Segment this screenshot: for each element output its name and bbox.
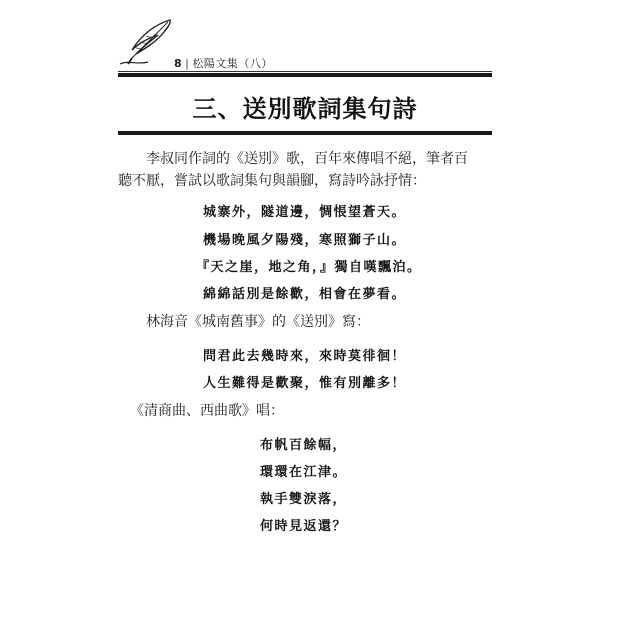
poem1-line-1: 城寨外，隧道邊，惆悵望蒼天。: [203, 205, 407, 220]
poem2-line-2: 人生難得是歡聚，惟有別離多！: [203, 376, 407, 391]
poem3-line-3: 執手雙淚落，: [260, 492, 348, 507]
intro-paragraph: [118, 148, 492, 192]
book-title: 松陽文集（八）: [192, 57, 273, 70]
poem1-line-3: 『天之崖，地之角，』獨自嘆飄泊。: [196, 260, 422, 275]
running-header: [118, 18, 492, 80]
header-rule: [118, 71, 492, 72]
intro3-paragraph: 《清商曲、西曲歌》唱：: [130, 403, 284, 419]
poem3-line-2: 環環在江津。: [260, 465, 348, 480]
poem1-line-4: 綿綿話別是餘歡，相會在夢看。: [203, 287, 407, 302]
intro-line-1: 李叔同作詞的《送別》歌，百年來傳唱不絕，筆者百: [146, 151, 468, 167]
poem2-line-1: 問君此去幾時來，來時莫徘徊！: [203, 349, 407, 364]
intro2-paragraph: 林海音《城南舊事》的《送別》寫：: [146, 314, 370, 330]
header-text: [174, 55, 273, 71]
page-number: 8: [174, 57, 183, 70]
title-rule-top: [118, 73, 492, 77]
quill-pen-icon: [118, 18, 174, 66]
chapter-title: 三、送別歌詞集句詩: [192, 95, 418, 123]
poem3-line-1: 布帆百餘幅，: [260, 438, 348, 453]
title-rule-bottom: [118, 131, 492, 135]
poem3-line-4: 何時見返還？: [260, 519, 348, 534]
intro-line-2: 聽不厭，嘗試以歌詞集句與韻腳，寫詩吟詠抒情：: [118, 173, 426, 189]
header-separator: |: [185, 57, 190, 70]
poem1-line-2: 機場晚風夕陽殘，寒照獅子山。: [203, 233, 407, 248]
